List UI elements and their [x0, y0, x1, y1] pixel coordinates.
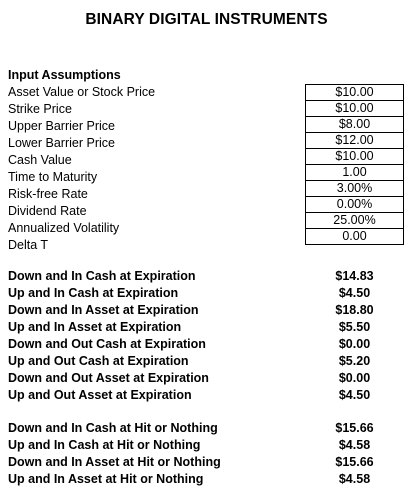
result-value: $0.00	[338, 371, 371, 385]
input-values-table	[305, 84, 404, 245]
input-cell-volatility[interactable]: 25.00%	[306, 213, 404, 229]
result-value: $4.58	[338, 438, 371, 452]
result-row	[8, 268, 408, 285]
input-cell-cash-value[interactable]: $10.00	[306, 149, 404, 165]
result-value: $5.50	[338, 320, 371, 334]
result-row	[8, 285, 408, 302]
page-title: BINARY DIGITAL INSTRUMENTS	[85, 11, 328, 28]
result-label: Down and In Cash at Hit or Nothing	[8, 421, 218, 435]
result-value: $4.58	[338, 472, 371, 486]
result-label: Down and In Asset at Expiration	[8, 303, 199, 317]
result-row	[8, 353, 408, 370]
input-cell-time-to-maturity[interactable]: 1.00	[306, 165, 404, 181]
input-cell-asset-value[interactable]: $10.00	[306, 85, 404, 101]
result-value: $0.00	[338, 337, 371, 351]
result-label: Down and Out Asset at Expiration	[8, 371, 209, 385]
result-label: Up and Out Asset at Expiration	[8, 388, 192, 402]
result-label: Up and In Asset at Hit or Nothing	[8, 472, 204, 486]
input-cell-upper-barrier[interactable]: $8.00	[306, 117, 404, 133]
result-row	[8, 471, 408, 488]
result-label: Up and In Asset at Expiration	[8, 320, 182, 334]
input-label: Strike Price	[8, 102, 72, 116]
result-label: Down and Out Cash at Expiration	[8, 337, 206, 351]
result-label: Up and Out Cash at Expiration	[8, 354, 189, 368]
result-value: $18.80	[335, 303, 374, 317]
input-label: Asset Value or Stock Price	[8, 85, 156, 99]
result-value: $15.66	[335, 421, 374, 435]
input-cell-risk-free-rate[interactable]: 3.00%	[306, 181, 404, 197]
result-label: Up and In Cash at Hit or Nothing	[8, 438, 201, 452]
input-label: Lower Barrier Price	[8, 136, 115, 150]
input-label: Upper Barrier Price	[8, 119, 115, 133]
result-row	[8, 336, 408, 353]
input-label: Time to Maturity	[8, 170, 98, 184]
result-row	[8, 319, 408, 336]
input-cell-dividend-rate[interactable]: 0.00%	[306, 197, 404, 213]
result-value: $14.83	[335, 269, 374, 283]
input-cell-delta-t[interactable]: 0.00	[306, 229, 404, 245]
result-label: Up and In Cash at Expiration	[8, 286, 179, 300]
input-label: Delta T	[8, 238, 49, 252]
input-label: Dividend Rate	[8, 204, 87, 218]
result-row	[8, 420, 408, 437]
result-value: $4.50	[338, 388, 371, 402]
input-label: Risk-free Rate	[8, 187, 88, 201]
result-row	[8, 387, 408, 404]
result-value: $15.66	[335, 455, 374, 469]
result-value: $4.50	[338, 286, 371, 300]
input-cell-lower-barrier[interactable]: $12.00	[306, 133, 404, 149]
result-row	[8, 370, 408, 387]
input-label: Annualized Volatility	[8, 221, 120, 235]
input-cell-strike-price[interactable]: $10.00	[306, 101, 404, 117]
result-label: Down and In Asset at Hit or Nothing	[8, 455, 221, 469]
input-assumptions-heading: Input Assumptions	[8, 68, 121, 82]
result-row	[8, 437, 408, 454]
result-label: Down and In Cash at Expiration	[8, 269, 196, 283]
result-row	[8, 302, 408, 319]
result-value: $5.20	[338, 354, 371, 368]
result-row	[8, 454, 408, 471]
input-label: Cash Value	[8, 153, 72, 167]
